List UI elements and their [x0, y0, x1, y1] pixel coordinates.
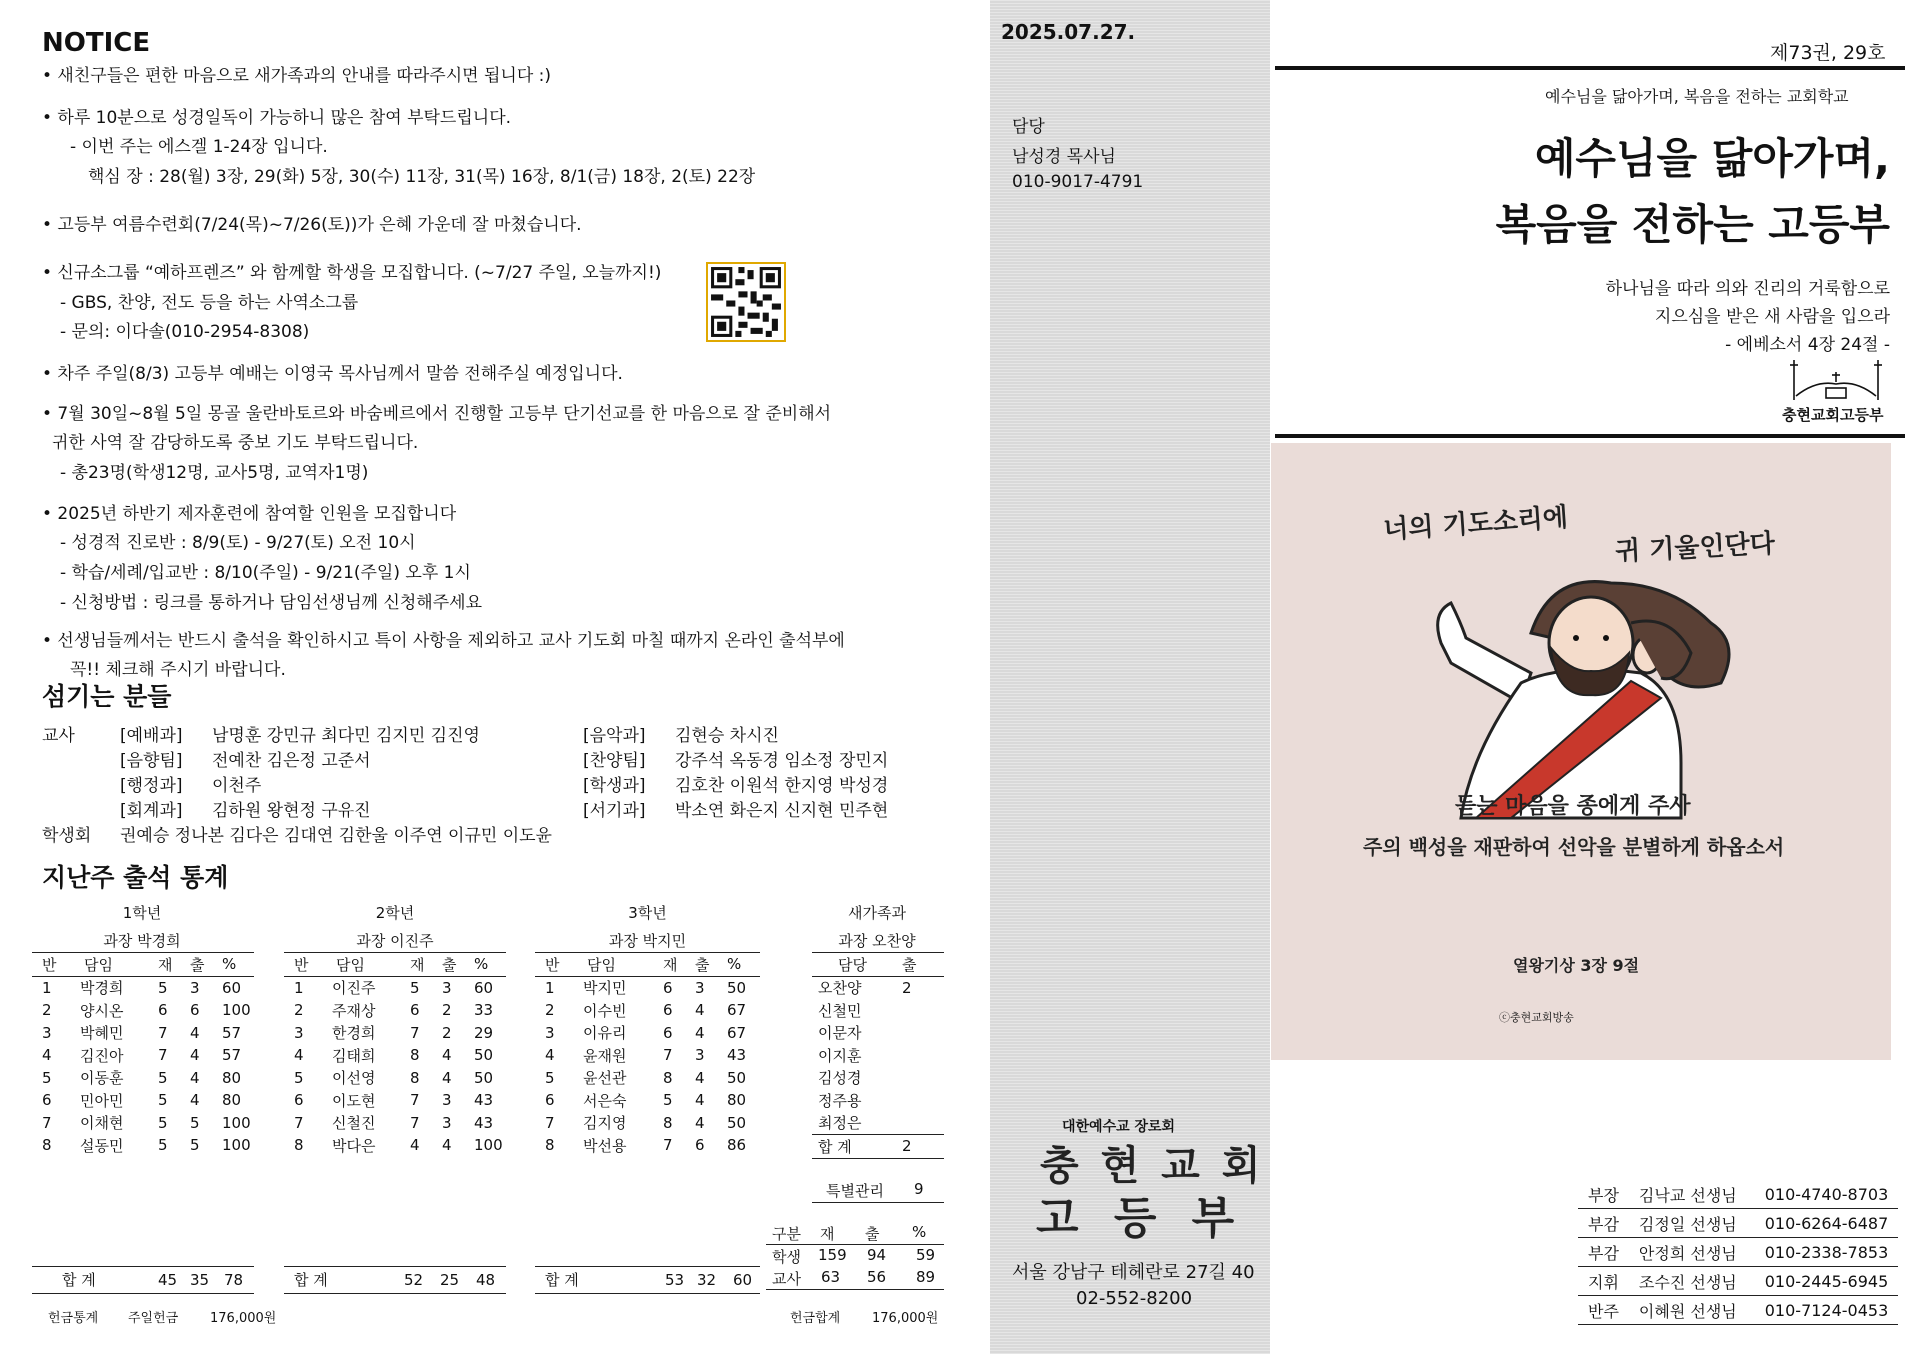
table-row: 반주 이혜원 선생님 010-7124-0453	[1578, 1296, 1898, 1325]
notice-line: • 하루 10분으로 성경일독이 가능하니 많은 참여 부탁드립니다.	[42, 108, 512, 128]
notice-line: • 고등부 여름수련회(7/24(목)~7/26(토))가 은혜 가운데 잘 마쳤습니다.	[42, 215, 582, 235]
special-care-row	[812, 1178, 944, 1203]
table-row: 2 양시온 6 6 100	[42, 1001, 251, 1020]
notice-line: • 2025년 하반기 제자훈련에 참여할 인원을 모집합니다	[42, 504, 457, 524]
grade2-table: 반 담임 재 출 % 1 이진주 5 3 60 2 주재상 6 2 33 3 한경희 7 2 29 4 김태희 8 4 50 5 이선영 8 4 50 6 이도현 7 3 43 7 신철진 7 3 43 8 박다은 4 4 100	[284, 952, 506, 1157]
grade2-total-row: 합 계 52 25 48	[284, 1266, 506, 1294]
dept-names: 박소연 화은지 신지현 민주현	[675, 801, 889, 821]
table-row: 7 김지영 8 4 50	[545, 1113, 747, 1133]
dept-label: [음향팀]	[120, 751, 183, 771]
table-row: 5 윤선관 8 4 50	[545, 1068, 747, 1088]
table-row: 3 이유리 6 4 67	[545, 1023, 747, 1043]
table-row: 1 박지민 6 3 50	[545, 978, 747, 998]
grade-name: 3학년	[628, 904, 667, 922]
table-row: 8 설동민 5 5 100	[42, 1136, 251, 1155]
table-row: 8 박다은 4 4 100	[294, 1136, 503, 1155]
notice-line: - 이번 주는 에스겔 1-24장 입니다.	[70, 137, 328, 157]
dept-label: [음악과]	[583, 726, 646, 746]
dept-label: [서기과]	[583, 801, 646, 821]
grade-head: 과장 박경희	[103, 932, 181, 950]
illustration-caption-bottom: 듣는 마음을 종에게 주사	[1455, 794, 1691, 819]
dept-label: [행정과]	[120, 776, 183, 796]
dept-names: 강주석 옥동경 임소정 장민지	[675, 751, 889, 771]
contact-table	[1578, 1180, 1898, 1325]
grade-name: 2학년	[375, 904, 415, 922]
col-header: 담임	[68, 953, 158, 977]
table-row: 부감 김정일 선생님 010-6264-6487	[1578, 1209, 1898, 1238]
grade3-total-row: 합 계 53 32 60	[535, 1266, 760, 1294]
top-divider	[1275, 66, 1905, 70]
summary-table: 구분 재 출 % 학생 159 94 59 교사 63 56 89	[766, 1222, 944, 1290]
table-row: 3 한경희 7 2 29	[294, 1023, 494, 1043]
qr-code-icon[interactable]	[706, 262, 786, 342]
col-header: %	[222, 953, 254, 977]
notice-line: - 성경적 진로반 : 8/9(토) - 9/27(토) 오전 10시	[60, 533, 416, 553]
offering-left-amount: 176,000원	[210, 1311, 277, 1326]
newfamily-table: 담당 출 오찬양 2 신철민 이문자 이지훈 김성경 정주용 최정은 합 계 2	[812, 952, 944, 1159]
notice-line: 귀한 사역 잘 감당하도록 중보 기도 부탁드립니다.	[52, 433, 419, 453]
table-row: 1 박경희 5 3 60	[42, 978, 242, 998]
table-row: 6 이도현 7 3 43	[294, 1091, 494, 1110]
notice-line: - 신청방법 : 링크를 통하거나 담임선생님께 신청해주세요	[60, 593, 482, 613]
col-header: 출	[190, 953, 222, 977]
notice-title: NOTICE	[42, 28, 151, 58]
table-row: 6 서은숙 5 4 80	[545, 1091, 747, 1110]
illustration-caption-top: 귀 기울인단다	[1614, 528, 1776, 568]
logo-line2: 고 등 부	[1036, 1193, 1245, 1244]
table-row: 2 주재상 6 2 33	[294, 1001, 494, 1020]
table-row: 교사 63 56 89	[766, 1267, 944, 1290]
tagline: 예수님을 닮아가며, 복음을 전하는 교회학교	[1545, 87, 1849, 106]
special-care-value: 9	[914, 1180, 924, 1198]
notice-line: - GBS, 찬양, 전도 등을 하는 사역소그룹	[60, 293, 359, 313]
col-header: 재	[158, 953, 190, 977]
teacher-label: 교사	[42, 726, 75, 746]
student-label: 학생회	[42, 826, 92, 846]
verse-line1: 하나님을 따라 의와 진리의 거룩함으로	[1605, 279, 1890, 299]
dept-label: [학생과]	[583, 776, 646, 796]
table-row: 김성경	[818, 1069, 862, 1088]
bulletin-date: 2025.07.27.	[1001, 20, 1136, 44]
grade-head: 과장 오찬양	[838, 932, 916, 950]
dept-label: [찬양팀]	[583, 751, 646, 771]
offering-left-label: 헌금통계	[48, 1311, 99, 1326]
dept-label: [회계과]	[120, 801, 183, 821]
table-row: 7 이채현 5 5 100	[42, 1113, 251, 1133]
cover-title-line1: 예수님을 닮아가며,	[1534, 134, 1890, 183]
table-row: 7 신철진 7 3 43	[294, 1113, 494, 1133]
illustration-caption-top: 너의 기도소리에	[1382, 502, 1569, 546]
table-row: 정주용	[818, 1091, 862, 1110]
table-row: 3 박혜민 7 4 57	[42, 1023, 242, 1043]
table-row: 8 박선용 7 6 86	[545, 1136, 747, 1155]
table-row: 부장 김낙교 선생님 010-4740-8703	[1578, 1180, 1898, 1209]
table-row: 최정은	[818, 1114, 862, 1133]
dept-label: [예배과]	[120, 726, 183, 746]
mid-divider	[1275, 434, 1905, 438]
table-row: 5 이선영 8 4 50	[294, 1068, 494, 1088]
table-row: 4 김진아 7 4 57	[42, 1046, 242, 1065]
special-care-label: 특별관리	[826, 1182, 884, 1200]
notice-line: - 문의: 이다솔(010-2954-8308)	[60, 322, 310, 342]
dept-names: 전예찬 김은정 고준서	[212, 751, 371, 771]
church-logo-text: 충현교회고등부	[1782, 406, 1884, 424]
dept-names: 김하원 왕현정 구유진	[212, 801, 371, 821]
offering-right-label: 헌금합계	[790, 1311, 841, 1326]
table-row: 4 윤재원 7 3 43	[545, 1046, 747, 1065]
notice-line: • 선생님들께서는 반드시 출석을 확인하시고 특이 사항을 제외하고 교사 기도회 마칠 때까지 온라인 출석부에	[42, 631, 845, 651]
church-address: 서울 강남구 테헤란로 27길 40	[1012, 1262, 1255, 1283]
table-row: 이지훈	[818, 1046, 862, 1065]
table-row: 2 이수빈 6 4 67	[545, 1001, 747, 1020]
table-row: 이문자	[818, 1024, 862, 1043]
illustration-panel	[1271, 443, 1891, 1060]
table-row: 6 민아민 5 4 80	[42, 1091, 242, 1110]
dept-names: 남명훈 강민규 최다민 김지민 김진영	[212, 726, 480, 746]
notice-line: • 신규소그룹 “예하프렌즈” 와 함께할 학생을 모집합니다. (~7/27 주일, 오늘까지!)	[42, 263, 662, 283]
notice-line: • 7월 30일~8월 5일 몽골 울란바토르와 바숨베르에서 진행할 고등부 단기선교를 한 마음으로 잘 준비해서	[42, 404, 832, 424]
grade1-total-row: 합 계 45 35 78	[32, 1266, 254, 1294]
verse-reference: - 에베소서 4장 24절 -	[1725, 335, 1890, 355]
grade3-table: 반 담임 재 출 % 1 박지민 6 3 50 2 이수빈 6 4 67 3 이유리 6 4 67 4 윤재원 7 3 43 5 윤선관 8 4 50 6 서은숙 5 4 80 7 김지영 8 4 50 8 박선용 7 6 86	[535, 952, 760, 1157]
grade-name: 1학년	[122, 904, 162, 922]
church-logo-icon	[1786, 356, 1888, 402]
notice-line: • 차주 주일(8/3) 고등부 예배는 이영국 목사님께서 말씀 전해주실 예정입니다.	[42, 364, 623, 384]
logo-line1: 충 현 교 회	[1040, 1143, 1265, 1189]
logo-top-text: 대한예수교 장로회	[1062, 1119, 1176, 1135]
pastor-name: 남성경 목사님	[1012, 147, 1116, 167]
cover-title-line2: 복음을 전하는 고등부	[1495, 200, 1890, 249]
servers-title: 섬기는 분들	[42, 682, 172, 711]
contact-label: 담당	[1012, 117, 1045, 137]
church-tel: 02-552-8200	[1076, 1288, 1193, 1309]
verse-line2: 지으심을 받은 새 사람을 입으라	[1654, 307, 1890, 327]
grade-name: 새가족과	[848, 904, 906, 922]
student-names: 권예승 정나본 김다은 김대연 김한울 이주연 이규민 이도윤	[120, 826, 552, 846]
dept-names: 이천주	[212, 776, 262, 796]
dept-names: 김현승 차시진	[675, 726, 779, 746]
illustration-credit: ⓒ충현교회방송	[1499, 1011, 1574, 1024]
notice-line: - 학습/세례/입교반 : 8/10(주일) - 9/21(주일) 오후 1시	[60, 563, 471, 583]
issue-number: 제73권, 29호	[1770, 42, 1886, 64]
table-row: 지휘 조수진 선생님 010-2445-6945	[1578, 1267, 1898, 1296]
col-header: 반	[32, 953, 68, 977]
offering-right-amount: 176,000원	[872, 1311, 939, 1326]
newfamily-total-row: 합 계 2	[812, 1135, 944, 1159]
dept-names: 김호찬 이원석 한지영 박성경	[675, 776, 889, 796]
notice-line: 핵심 장 : 28(월) 3장, 29(화) 5장, 30(수) 11장, 31(목) 16장, 8/1(금) 18장, 2(토) 22장	[88, 167, 756, 187]
table-row: 오찬양 2	[818, 978, 912, 998]
pastor-phone: 010-9017-4791	[1012, 172, 1144, 192]
notice-line: • 새친구들은 편한 마음으로 새가족과의 안내를 따라주시면 됩니다 :)	[42, 66, 552, 86]
notice-line: - 총23명(학생12명, 교사5명, 교역자1명)	[60, 463, 369, 483]
table-row: 5 이동훈 5 4 80	[42, 1068, 242, 1088]
offering-left-type: 주일헌금	[128, 1311, 179, 1326]
notice-line: 꼭!! 체크해 주시기 바랍니다.	[70, 660, 286, 680]
table-row: 학생 159 94 59	[772, 1246, 936, 1266]
attendance-title: 지난주 출석 통계	[42, 863, 229, 892]
jesus-drawing-icon	[1421, 563, 1741, 823]
illustration-caption-bottom: 주의 백성을 재판하여 선악을 분별하게 하옵소서	[1363, 835, 1785, 859]
illustration-reference: 열왕기상 3장 9절	[1513, 956, 1640, 975]
table-row: 부감 안정희 선생님 010-2338-7853	[1578, 1238, 1898, 1267]
grade1-table	[32, 952, 254, 1157]
grade-head: 과장 박지민	[608, 932, 687, 950]
table-row: 신철민	[818, 1001, 862, 1020]
grade-head: 과장 이진주	[356, 932, 434, 950]
table-row: 4 김태희 8 4 50	[294, 1046, 494, 1065]
table-row: 1 이진주 5 3 60	[294, 978, 494, 998]
